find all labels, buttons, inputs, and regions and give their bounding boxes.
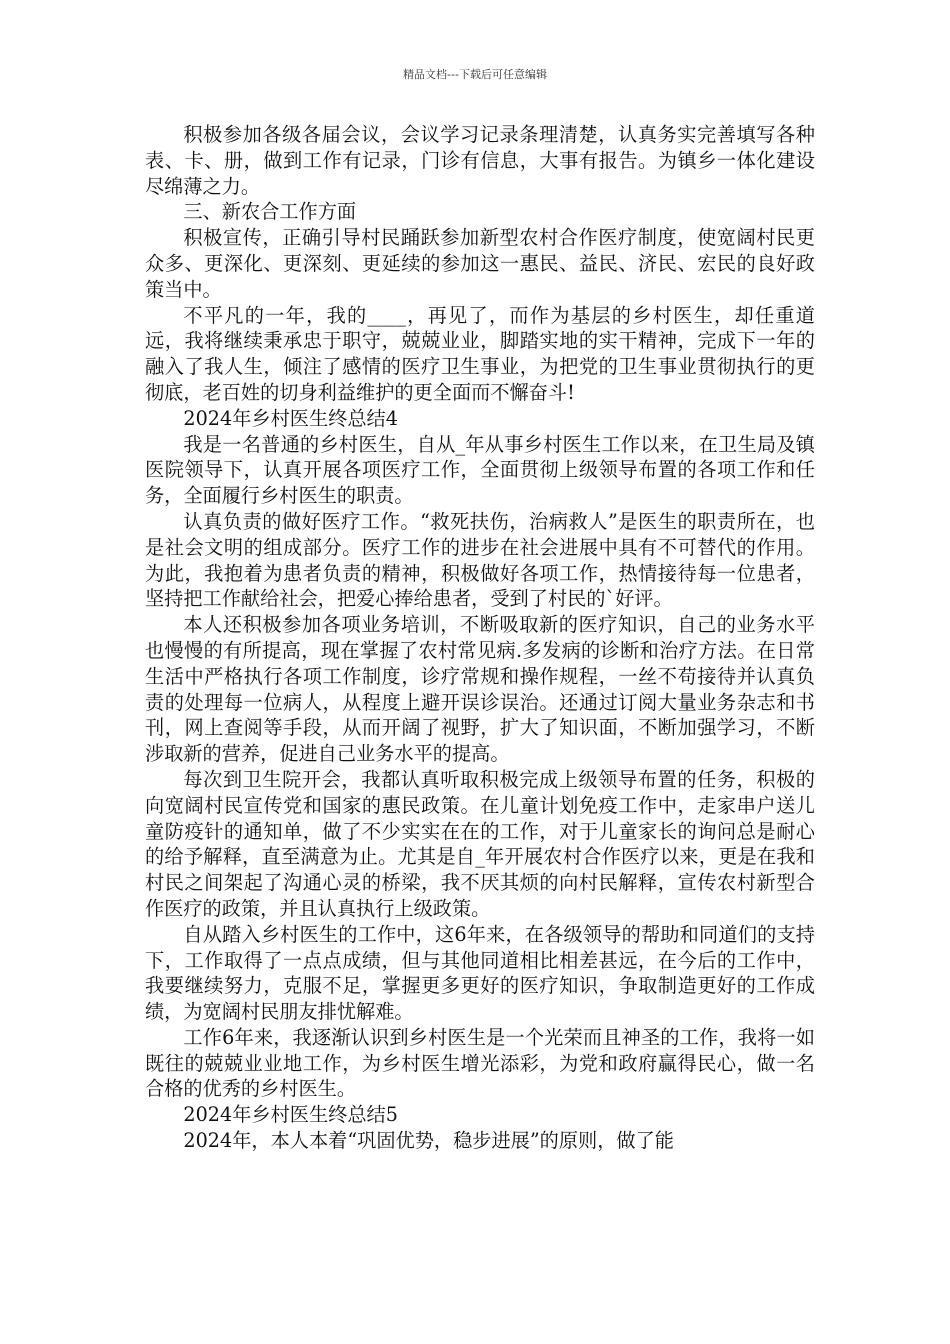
paragraph: 工作6年来，我逐渐认识到乡村医生是一个光荣而且神圣的工作，我将一如既往的兢兢业业地工作，为乡村医生增光添彩，为党和政府赢得民心，做一名合格的优秀的乡村医生。: [145, 1025, 815, 1101]
paragraph: 每次到卫生院开会，我都认真听取积极完成上级领导布置的任务，积极的向宽阔村民宣传党和国家的惠民政策。在儿童计划免疫工作中，走家串户送儿童防疫针的通知单，做了不少实实在在的工作，对于儿童家长的询问总是耐心的给予解释，直至满意为止。尤其是自_年开展农村合作医疗以来，更是在我和村民之间架起了沟通心灵的桥梁，我不厌其烦的向村民解释，宣传农村新型合作医疗的政策，并且认真执行上级政策。: [145, 767, 815, 920]
section-heading: 2024年乡村医生终总结5: [183, 1103, 398, 1127]
paragraph: 我是一名普通的乡村医生，自从_年从事乡村医生工作以来，在卫生局及镇医院领导下，认真开展各项医疗工作，全面贯彻上级领导布置的各项工作和任务，全面履行乡村医生的职责。: [145, 432, 815, 508]
paragraph: 2024年，本人本着“巩固优势，稳步进展”的原则，做了能: [183, 1129, 674, 1153]
paragraph: 认真负责的做好医疗工作。“救死扶伤，治病救人”是医生的职责所在，也是社会文明的组成部分。医疗工作的进步在社会进展中具有不可替代的作用。为此，我抱着为患者负责的精神，积极做好各项工作，热情接待每一位患者，坚持把工作献给社会，把爱心捧给患者，受到了村民的`好评。: [145, 509, 815, 611]
paragraph: 本人还积极参加各项业务培训，不断吸取新的医疗知识，自己的业务水平也慢慢的有所提高，现在掌握了农村常见病.多发病的诊断和治疗方法。在日常生活中严格执行各项工作制度，诊疗常规和操作规程，一丝不苟接待并认真负责的处理每一位病人，从程度上避开误诊误治。还通过订阅大量业务杂志和书刊，网上查阅等手段，从而开阔了视野，扩大了知识面，不断加强学习，不断涉取新的营养，促进自己业务水平的提高。: [145, 613, 815, 766]
section-heading: 三、新农合工作方面: [183, 200, 357, 224]
page-header: 精品文档---下载后可任意编辑: [403, 68, 547, 81]
paragraph: 自从踏入乡村医生的工作中，这6年来，在各级领导的帮助和同道们的支持下，工作取得了一点点成绩，但与其他同道相比相差甚远，在今后的工作中，我要继续努力，克服不足，掌握更多更好的医疗知识，争取制造更好的工作成绩，为宽阔村民朋友排忧解难。: [145, 922, 815, 1024]
document-body: [145, 122, 815, 1154]
paragraph: 积极宣传，正确引导村民踊跃参加新型农村合作医疗制度，使宽阔村民更众多、更深化、更深刻、更延续的参加这一惠民、益民、济民、宏民的良好政策当中。: [145, 226, 815, 301]
paragraph: 积极参加各级各届会议，会议学习记录条理清楚，认真务实完善填写各种表、卡、册，做到工作有记录，门诊有信息，大事有报告。为镇乡一体化建设尽绵薄之力。: [145, 123, 815, 198]
paragraph: 不平凡的一年，我的____，再见了，而作为基层的乡村医生，却任重道远，我将继续秉承忠于职守，兢兢业业，脚踏实地的实干精神，完成下一年的融入了我人生，倾注了感情的医疗卫生事业，为把党的卫生事业贯彻执行的更彻底，老百姓的切身利益维护的更全面而不懈奋斗!: [145, 303, 815, 404]
section-heading: 2024年乡村医生终总结4: [183, 406, 398, 430]
